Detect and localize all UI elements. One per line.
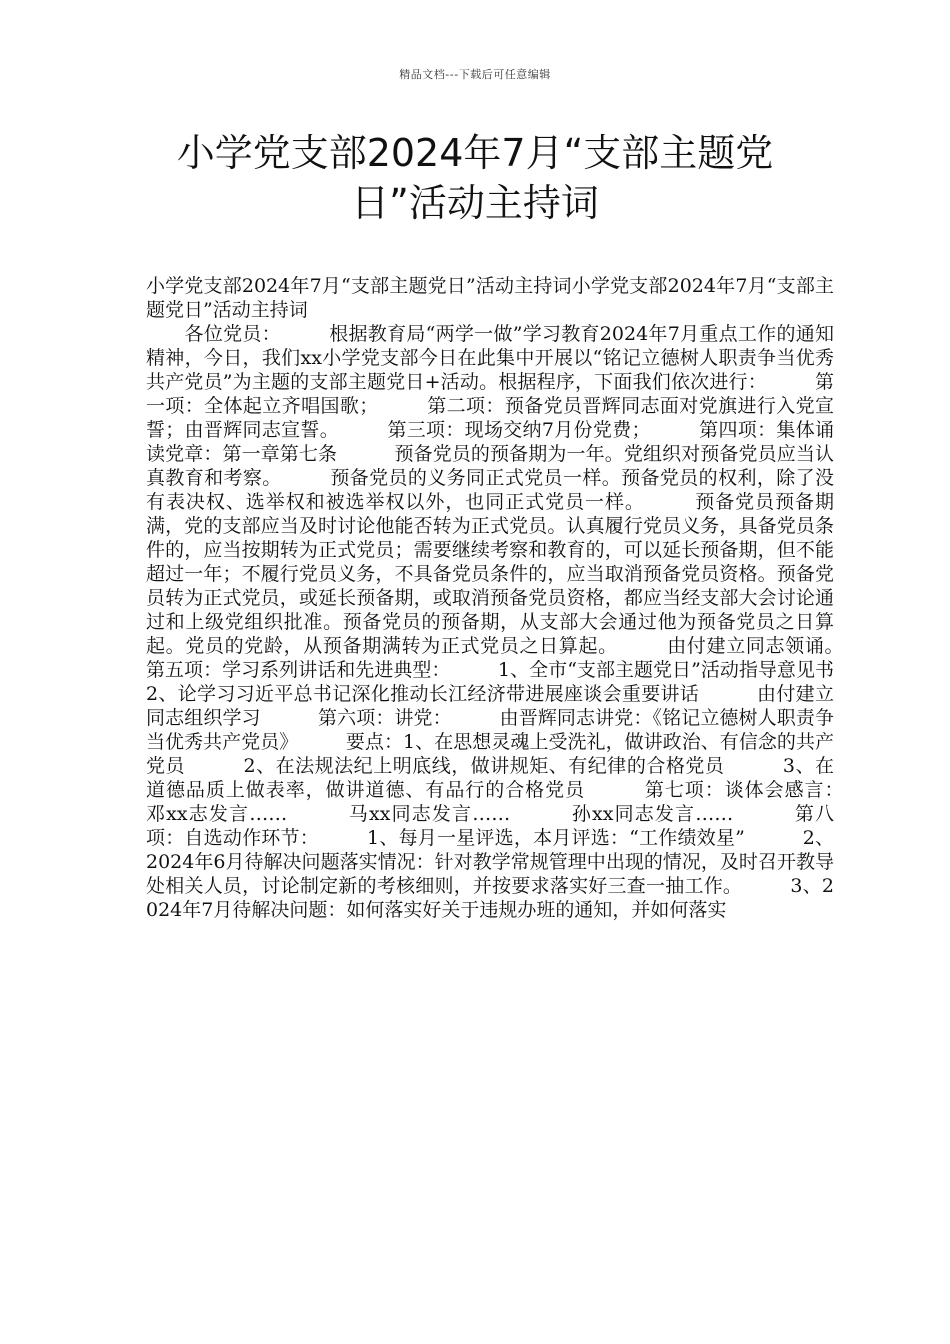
document-body: 小学党支部2024年7月“支部主题党日”活动主持词小学党支部2024年7月“支部主题党日”活动主持词 各位党员： 根据教育局“两学一做”学习教育2024年7月重点工作的通知精神，今日，我们xx小学党支部今日在此集中开展以“铭记立德树人职责争当优秀共产党员”为主题的支部主题党日+活动。根据程序，下面我们依次进行： 第一项：全体起立齐唱国歌； 第二项：预备党员晋辉同志面对党旗进行入党宣誓；由晋辉同志宣誓。 第三项：现场交纳7月份党费； 第四项：集体诵读党章：第一章第七条 预备党员的预备期为一年。党组织对预备党员应当认真教育和考察。 预备党员的义务同正式党员一样。预备党员的权利，除了没有表决权、选举权和被选举权以外，也同正式党员一样。 预备党员预备期满，党的支部应当及时讨论他能否转为正式党员。认真履行党员义务，具备党员条件的，应当按期转为正式党员；需要继续考察和教育的，可以延长预备期，但不能超过一年；不履行党员义务，不具备党员条件的，应当取消预备党员资格。预备党员转为正式党员，或延长预备期，或取消预备党员资格，都应当经支部大会讨论通过和上级党组织批准。预备党员的预备期，从支部大会通过他为预备党员之日算起。党员的党龄，从预备期满转为正式党员之日算起。 由付建立同志领诵。 第五项：学习系列讲话和先进典型： 1、全市“支部主题党日”活动指导意见书 2、论学习习近平总书记深化推动长江经济带进展座谈会重要讲话 由付建立同志组织学习 第六项：讲党： 由晋辉同志讲党：《铭记立德树人职责争当优秀共产党员》 要点：1、在思想灵魂上受洗礼，做讲政治、有信念的共产党员 2、在法规法纪上明底线，做讲规矩、有纪律的合格党员 3、在道德品质上做表率，做讲道德、有品行的合格党员 第七项：谈体会感言： 邓xx志发言…… 马xx同志发言…… 孙xx同志发言…… 第八项：自选动作环节： 1、每月一星评选，本月评选：“工作绩效星” 2、2024年6月待解决问题落实情况：针对教学常规管理中出现的情况，及时召开教导处相关人员，讨论制定新的考核细则，并按要求落实好三查一抽工作。 3、2024年7月待解决问题：如何落实好关于违规办班的通知，并如何落实 <box>146 275 834 921</box>
document-title: 小学党支部2024年7月“支部主题党日”活动主持词 <box>176 131 774 225</box>
header-note: 精品文档---下载后可任意编辑 <box>399 68 551 81</box>
